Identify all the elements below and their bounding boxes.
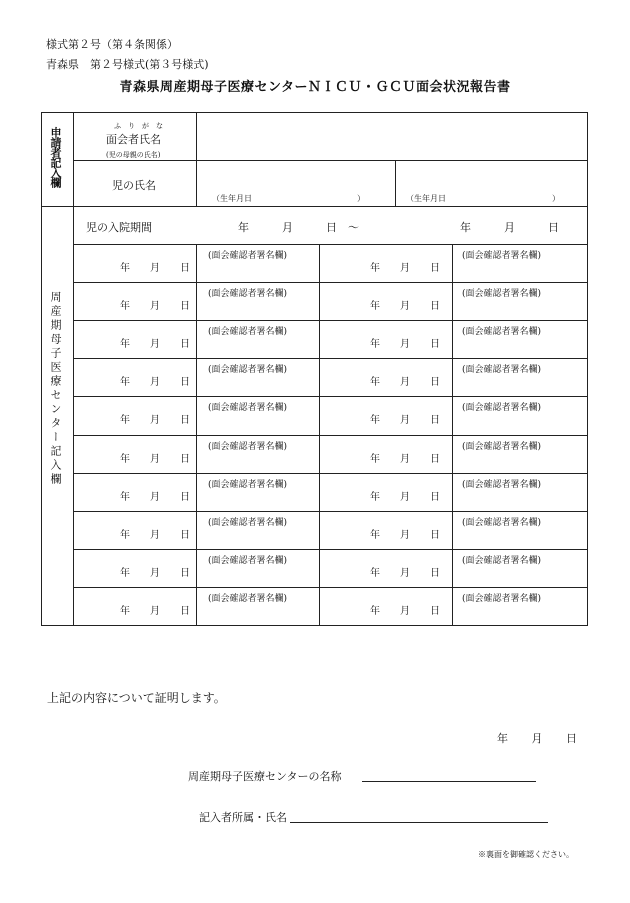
visit-date-right[interactable]: 年 月 日 — [370, 491, 440, 503]
visit-date-right[interactable]: 年 月 日 — [370, 339, 440, 351]
writer-name-field[interactable] — [290, 822, 548, 823]
birthdate-close-1: ） — [357, 194, 365, 203]
visit-sign-right[interactable]: (面会確認者署名欄) — [462, 365, 542, 376]
visitor-name-label: 面会者氏名 — [106, 133, 161, 146]
visit-sign-right[interactable]: (面会確認者署名欄) — [462, 517, 542, 528]
visitor-name-note: (児の母親の氏名) — [106, 151, 161, 159]
birthdate-label-2: （生年月日 — [406, 194, 446, 203]
admission-period-start: 年 月 日 ～ — [238, 221, 359, 234]
visit-date-right[interactable]: 年 月 日 — [370, 263, 440, 274]
visit-date-left[interactable]: 年 月 日 — [120, 339, 190, 351]
visit-date-right[interactable]: 年 月 日 — [370, 605, 440, 617]
admission-period-end: 年 月 日 — [460, 221, 559, 234]
applicant-section-label: 申請者記入欄 — [49, 127, 62, 187]
visit-sign-right[interactable]: (面会確認者署名欄) — [462, 441, 542, 452]
visit-date-left[interactable]: 年 月 日 — [120, 529, 190, 541]
visit-date-left[interactable]: 年 月 日 — [120, 301, 190, 313]
visit-sign-right[interactable]: (面会確認者署名欄) — [462, 289, 542, 300]
visit-row-divider — [73, 396, 587, 397]
visit-sign-right[interactable]: (面会確認者署名欄) — [462, 479, 542, 490]
form-number: 様式第２号（第４条関係） — [46, 38, 178, 51]
visit-date-left[interactable]: 年 月 日 — [120, 415, 190, 427]
visit-sign-right[interactable]: (面会確認者署名欄) — [462, 251, 542, 261]
visit-row-divider — [73, 587, 587, 588]
visit-date-left[interactable]: 年 月 日 — [120, 491, 190, 503]
visit-sign-right[interactable]: (面会確認者署名欄) — [462, 327, 542, 338]
visit-sign-left[interactable]: (面会確認者署名欄) — [208, 289, 288, 300]
visit-row-divider — [73, 282, 587, 283]
section-divider — [42, 206, 587, 207]
visit-sign-left[interactable]: (面会確認者署名欄) — [208, 555, 288, 566]
visit-date-left[interactable]: 年 月 日 — [120, 567, 190, 579]
writer-label: 記入者所属・氏名 — [199, 811, 287, 824]
visit-sign-right[interactable]: (面会確認者署名欄) — [462, 403, 542, 414]
visit-row-divider — [73, 320, 587, 321]
birthdate-close-2: ） — [552, 194, 560, 203]
certification-text: 上記の内容について証明します。 — [47, 691, 226, 705]
visit-sign-left[interactable]: (面会確認者署名欄) — [208, 479, 288, 490]
visit-sign-left[interactable]: (面会確認者署名欄) — [208, 251, 288, 261]
visit-date-left[interactable]: 年 月 日 — [120, 605, 190, 617]
certification-date: 年 月 日 — [497, 732, 577, 745]
visit-row-divider — [73, 511, 587, 512]
center-name-label: 周産期母子医療センターの名称 — [188, 770, 342, 783]
back-page-note: ※裏面を御確認ください。 — [478, 850, 574, 859]
visit-sign-left[interactable]: (面会確認者署名欄) — [208, 327, 288, 338]
visit-sign-left[interactable]: (面会確認者署名欄) — [208, 365, 288, 376]
visit-sign-left[interactable]: (面会確認者署名欄) — [208, 593, 288, 604]
center-section-label: 周産期母子医療センター記入欄 — [49, 291, 62, 487]
admission-period-label: 児の入院期間 — [86, 221, 152, 234]
child-name-label: 児の氏名 — [112, 179, 156, 192]
form-number-prefecture: 青森県 第２号様式(第３号様式) — [46, 58, 209, 71]
birthdate-label-1: （生年月日 — [212, 194, 252, 203]
visit-date-left[interactable]: 年 月 日 — [120, 263, 190, 274]
visit-sign-right[interactable]: (面会確認者署名欄) — [462, 555, 542, 566]
visit-date-right[interactable]: 年 月 日 — [370, 377, 440, 389]
visit-row-divider — [73, 549, 587, 550]
visit-sign-left[interactable]: (面会確認者署名欄) — [208, 403, 288, 414]
page-title: 青森県周産期母子医療センターＮＩＣＵ・ＧＣＵ面会状況報告書 — [119, 80, 511, 95]
visit-row-divider — [73, 435, 587, 436]
visit-date-right[interactable]: 年 月 日 — [370, 415, 440, 427]
center-name-field[interactable] — [362, 781, 536, 782]
report-table — [41, 112, 588, 626]
visit-row-divider — [73, 473, 587, 474]
visit-date-right[interactable]: 年 月 日 — [370, 301, 440, 313]
visit-sign-left[interactable]: (面会確認者署名欄) — [208, 441, 288, 452]
visit-date-left[interactable]: 年 月 日 — [120, 377, 190, 389]
visit-date-right[interactable]: 年 月 日 — [370, 529, 440, 541]
visit-date-right[interactable]: 年 月 日 — [370, 567, 440, 579]
visit-row-divider — [73, 358, 587, 359]
furigana-label: ふ り が な — [114, 122, 163, 130]
visit-date-right[interactable]: 年 月 日 — [370, 453, 440, 465]
applicant-row-divider — [73, 160, 587, 161]
visit-sign-left[interactable]: (面会確認者署名欄) — [208, 517, 288, 528]
visit-date-left[interactable]: 年 月 日 — [120, 453, 190, 465]
period-row-divider — [73, 244, 587, 245]
visit-sign-right[interactable]: (面会確認者署名欄) — [462, 593, 542, 604]
birthdate-divider — [395, 160, 396, 206]
